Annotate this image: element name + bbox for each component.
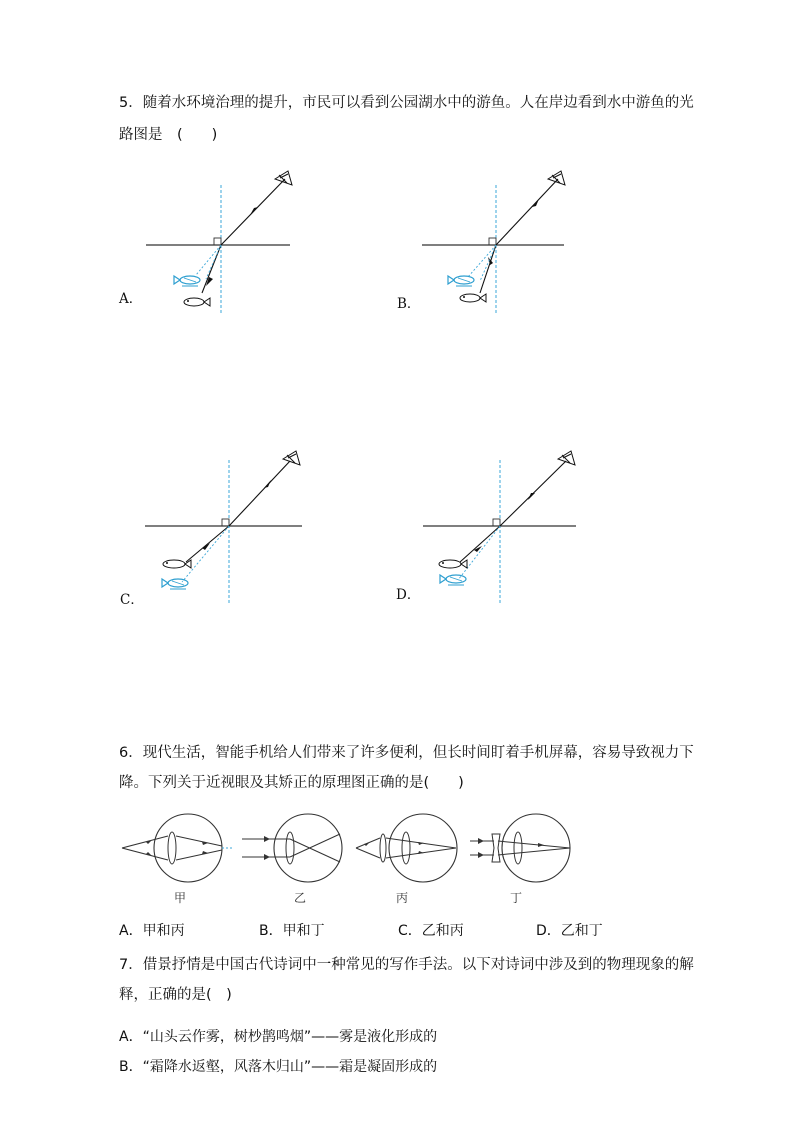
eye-icon — [548, 171, 565, 185]
q5-diagram-a — [140, 165, 300, 320]
eye-diagram-jia — [122, 814, 232, 905]
q6-answer-d[interactable]: D．乙和丁 — [536, 923, 603, 939]
q7-stem-line2: 释，正确的是( ) — [119, 987, 232, 1003]
virtual-fish-icon — [440, 575, 466, 585]
q5-stem-line2: 路图是 ( ) — [119, 127, 218, 143]
q5-option-a-label[interactable]: A． — [119, 291, 143, 307]
q6-answer-b[interactable]: B．甲和丁 — [259, 923, 325, 939]
q5-option-d-label[interactable]: D． — [396, 587, 421, 603]
eye-icon — [283, 451, 300, 465]
caption-jia: 甲 — [174, 891, 187, 905]
eye-diagram-ding — [470, 814, 570, 905]
virtual-fish-icon — [162, 579, 188, 589]
q5-diagram-d — [418, 445, 588, 610]
q6-eye-diagrams — [118, 812, 588, 912]
caption-yi: 乙 — [294, 891, 307, 905]
caption-bing: 丙 — [396, 891, 409, 905]
eye-diagram-bing — [356, 814, 457, 905]
q7-option-a[interactable]: A．“山头云作雾，树杪鹊鸣烟”——雾是液化形成的 — [119, 1029, 438, 1045]
q5-diagram-c — [140, 445, 310, 610]
q6-stem-line2: 降。下列关于近视眼及其矫正的原理图正确的是( ) — [119, 775, 464, 791]
q5-option-c-label[interactable]: C． — [120, 592, 144, 608]
real-fish-icon — [439, 560, 467, 568]
eye-diagram-yi — [242, 814, 342, 905]
q7-stem-line1: 7．借景抒情是中国古代诗词中一种常见的写作手法。以下对诗词中涉及到的物理现象的解 — [119, 957, 694, 973]
caption-ding: 丁 — [510, 891, 523, 905]
virtual-fish-icon — [174, 276, 200, 286]
eye-icon — [558, 451, 575, 465]
q6-answer-a[interactable]: A．甲和丙 — [119, 923, 185, 939]
q5-diagram-b — [418, 165, 578, 320]
q6-stem-line1: 6．现代生活，智能手机给人们带来了许多便利，但长时间盯着手机屏幕，容易导致视力下 — [119, 745, 694, 761]
virtual-fish-icon — [448, 276, 474, 286]
q7-option-b[interactable]: B．“霜降水返壑，风落木归山”——霜是凝固形成的 — [119, 1059, 438, 1075]
q5-option-b-label[interactable]: B． — [397, 296, 421, 312]
real-fish-icon — [184, 298, 210, 306]
q6-answer-c[interactable]: C．乙和丙 — [398, 923, 464, 939]
eye-icon — [275, 171, 292, 185]
real-fish-icon — [460, 294, 486, 302]
q5-stem-line1: 5．随着水环境治理的提升，市民可以看到公园湖水中的游鱼。人在岸边看到水中游鱼的光 — [119, 95, 694, 111]
